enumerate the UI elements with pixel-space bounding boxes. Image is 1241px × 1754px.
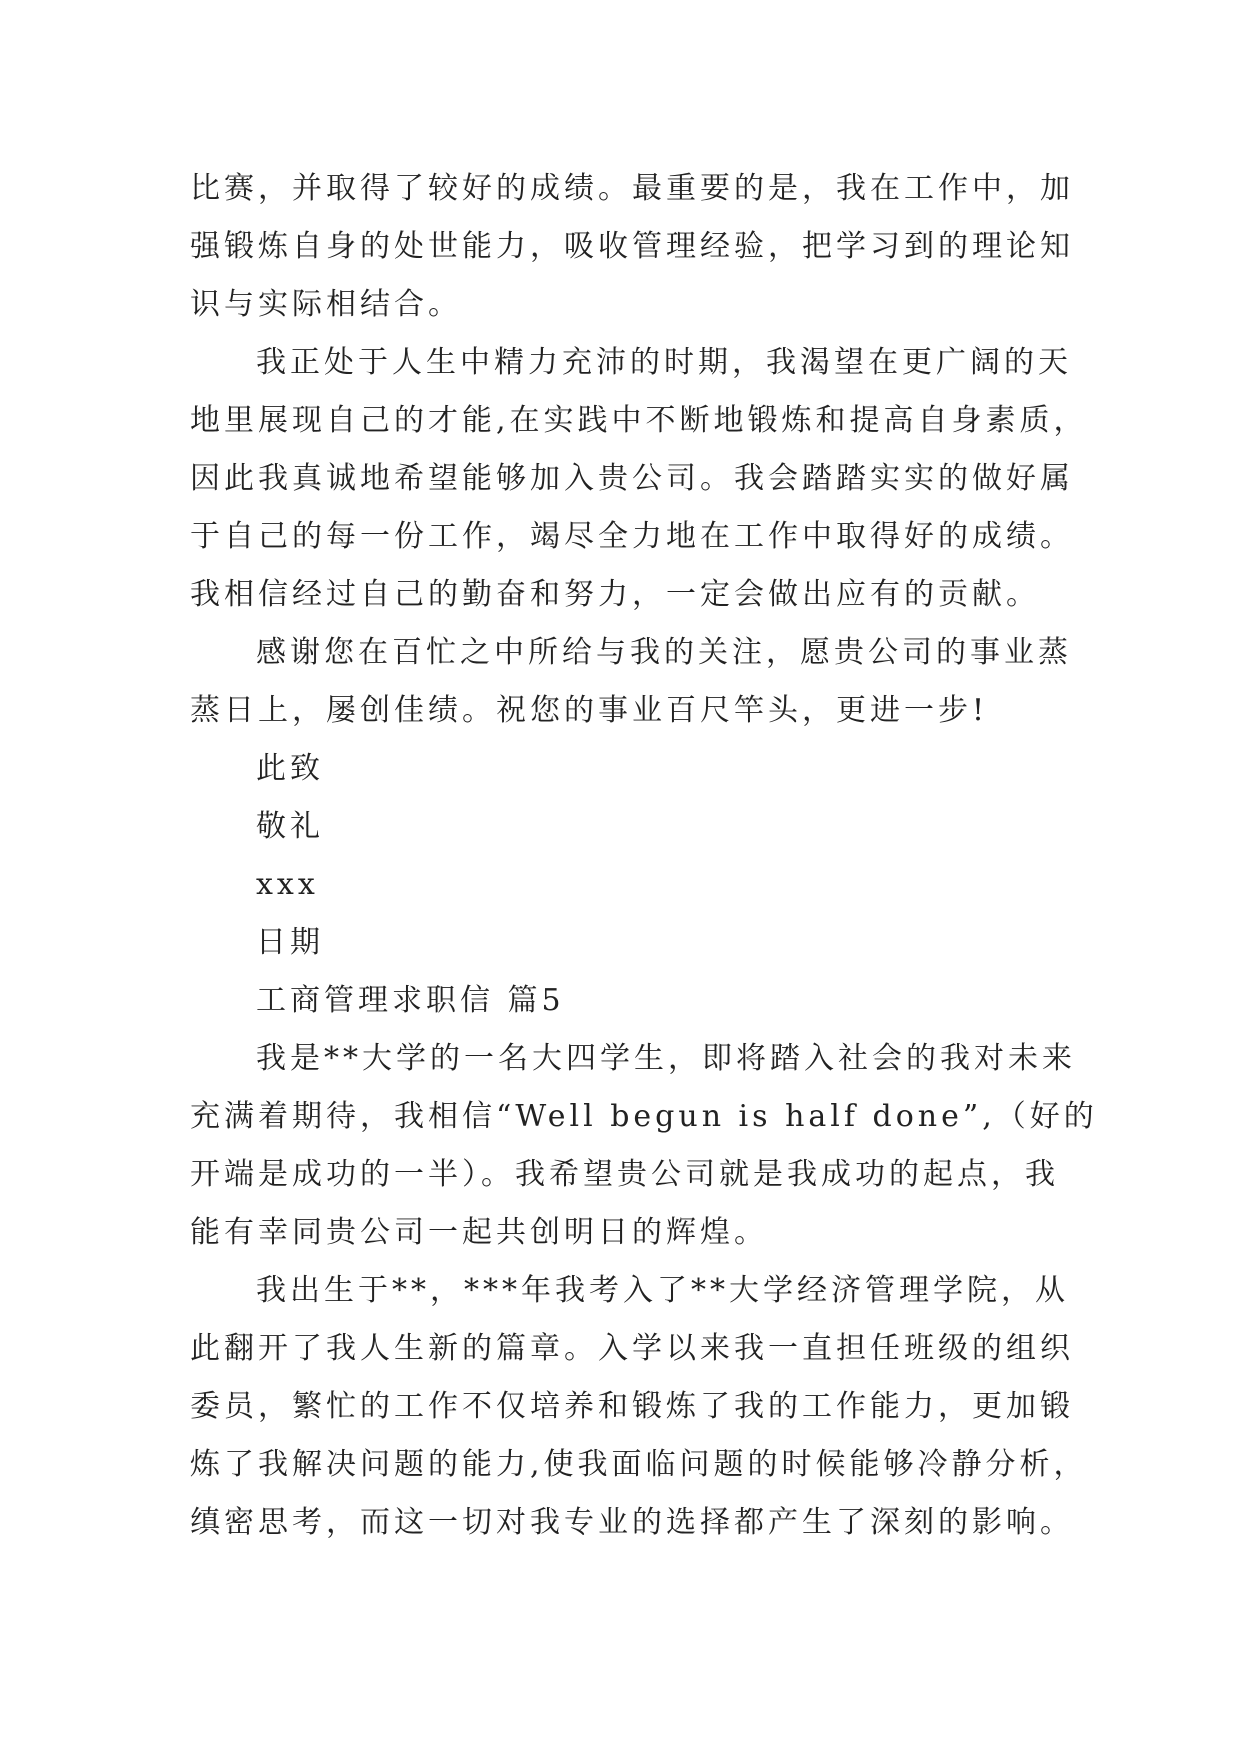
- text-line: 地里展现自己的才能,在实践中不断地锻炼和提高自身素质，: [190, 403, 1088, 438]
- signature-date: 日期: [256, 925, 324, 960]
- text-line: 充满着期待，我相信“Well begun is half done”,（好的: [190, 1099, 1098, 1134]
- text-line: 缜密思考，而这一切对我专业的选择都产生了深刻的影响。: [190, 1505, 1074, 1540]
- paragraph-start: 我出生于**，***年我考入了**大学经济管理学院，从: [256, 1273, 1069, 1308]
- text-line: 蒸日上，屡创佳绩。祝您的事业百尺竿头，更进一步!: [190, 693, 989, 728]
- text-line: 能有幸同贵公司一起共创明日的辉煌。: [190, 1215, 768, 1250]
- text-line: 强锻炼自身的处世能力，吸收管理经验，把学习到的理论知: [190, 229, 1074, 264]
- text-line: 因此我真诚地希望能够加入贵公司。我会踏踏实实的做好属: [190, 461, 1074, 496]
- closing-salutation: 此致: [256, 751, 324, 786]
- closing-regards: 敬礼: [256, 809, 324, 844]
- section-heading: 工商管理求职信 篇5: [256, 983, 565, 1018]
- text-line: 比赛，并取得了较好的成绩。最重要的是，我在工作中，加: [190, 171, 1074, 206]
- letter-body: [190, 160, 1098, 1552]
- text-line: 于自己的每一份工作，竭尽全力地在工作中取得好的成绩。: [190, 519, 1074, 554]
- paragraph-start: 感谢您在百忙之中所给与我的关注，愿贵公司的事业蒸: [256, 635, 1072, 670]
- text-line: 我相信经过自己的勤奋和努力，一定会做出应有的贡献。: [190, 577, 1040, 612]
- text-line: 开端是成功的一半）。我希望贵公司就是我成功的起点，我: [190, 1157, 1059, 1192]
- paragraph-start: 我正处于人生中精力充沛的时期，我渴望在更广阔的天: [256, 345, 1072, 380]
- text-line: 此翻开了我人生新的篇章。入学以来我一直担任班级的组织: [190, 1331, 1074, 1366]
- text-line: 识与实际相结合。: [190, 287, 462, 322]
- signature-name: xxx: [256, 867, 319, 902]
- text-line: 炼了我解决问题的能力,使我面临问题的时候能够冷静分析，: [190, 1447, 1088, 1482]
- text-line: 委员，繁忙的工作不仅培养和锻炼了我的工作能力，更加锻: [190, 1389, 1074, 1424]
- paragraph-start: 我是**大学的一名大四学生，即将踏入社会的我对未来: [256, 1041, 1076, 1076]
